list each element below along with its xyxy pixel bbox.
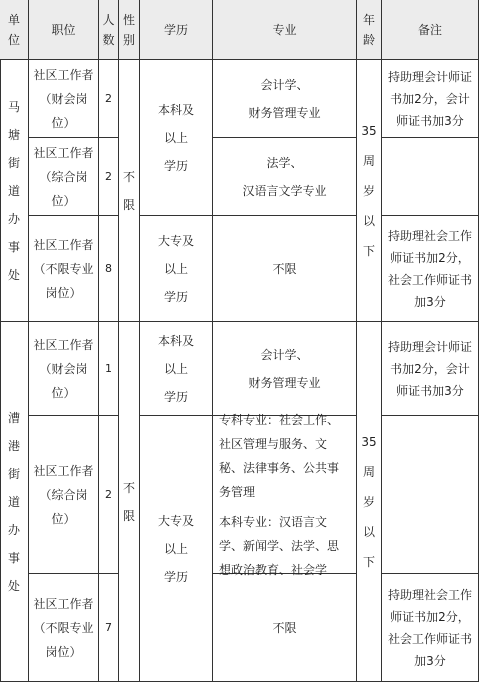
count-cell: 8 (99, 216, 119, 322)
header-gender-text: 性别 (122, 12, 135, 47)
position-cell (29, 416, 99, 574)
unit-cell (0, 60, 29, 322)
notes-line: 持助理社会工作 (387, 228, 472, 243)
unit-char: 马 (7, 99, 20, 114)
header-education: 学历 (140, 0, 213, 60)
notes-line: 师证书加2分， (390, 250, 470, 265)
unit-char: 处 (7, 578, 20, 593)
unit-char: 道 (7, 494, 20, 509)
notes-line: 师证书加3分 (396, 383, 464, 398)
position-line: 社区工作者 (33, 337, 94, 352)
position-line: （财会岗 (39, 91, 88, 106)
position-line: 社区工作者 (33, 237, 94, 252)
unit-char: 街 (7, 155, 20, 170)
position-line: （综合岗 (39, 487, 88, 502)
education-line: 学历 (163, 289, 188, 304)
age-char: 周 (362, 153, 375, 168)
notes-cell (382, 322, 479, 416)
education-line: 以上 (163, 361, 188, 376)
position-line: 社区工作者 (33, 145, 94, 160)
header-major: 专业 (213, 0, 357, 60)
count-cell: 7 (99, 574, 119, 682)
major-cell (213, 322, 357, 416)
age-char: 35 (361, 434, 377, 449)
position-line: 位） (51, 193, 76, 208)
unit-char: 塘 (7, 127, 20, 142)
notes-line: 书加2分，会计 (390, 91, 470, 106)
unit-char: 事 (7, 550, 20, 565)
position-cell (29, 574, 99, 682)
unit-char: 办 (7, 522, 20, 537)
education-line: 以上 (163, 261, 188, 276)
age-char: 岁 (362, 183, 375, 198)
major-cell (213, 412, 357, 577)
notes-line: 持助理会计师证 (387, 69, 472, 84)
notes-cell-empty (382, 416, 479, 574)
education-line: 学历 (163, 569, 188, 584)
gender-cell (119, 60, 140, 322)
notes-cell (382, 574, 479, 682)
age-char: 以 (362, 524, 375, 539)
major-paragraph: 专科专业：社会工作、社区管理与服务、文秘、法律事务、公共事务管理 (219, 412, 340, 499)
age-char: 下 (362, 243, 375, 258)
position-line: （综合岗 (39, 169, 88, 184)
major-line: 汉语言文学专业 (242, 183, 327, 198)
notes-line: 加3分 (414, 653, 446, 668)
education-cell (140, 60, 213, 216)
education-line: 本科及 (157, 333, 194, 348)
age-char: 下 (362, 554, 375, 569)
position-line: 位） (51, 511, 76, 526)
position-cell (29, 138, 99, 216)
position-line: 位） (51, 115, 76, 130)
position-cell (29, 322, 99, 416)
notes-cell (382, 216, 479, 322)
header-count-text: 人数 (102, 12, 115, 47)
position-line: （不限专业 (33, 620, 94, 635)
notes-cell-empty (382, 138, 479, 216)
gender-cell (119, 322, 140, 682)
position-cell (29, 216, 99, 322)
position-line: 社区工作者 (33, 67, 94, 82)
unit-char: 事 (7, 239, 20, 254)
header-position: 职位 (29, 0, 99, 60)
major-line: 会计学、 (260, 347, 309, 362)
education-line: 学历 (163, 389, 188, 404)
position-line: （财会岗 (39, 361, 88, 376)
age-char: 岁 (362, 494, 375, 509)
count-cell: 2 (99, 416, 119, 574)
position-cell (29, 60, 99, 138)
header-count (99, 0, 119, 60)
notes-line: 加3分 (414, 294, 446, 309)
header-gender (119, 0, 140, 60)
major-line: 法学、 (266, 155, 303, 170)
major-cell: 不限 (213, 574, 357, 682)
header-age (357, 0, 382, 60)
education-line: 大专及 (157, 233, 194, 248)
education-line: 本科及 (157, 102, 194, 117)
major-cell (213, 138, 357, 216)
gender-text: 不限 (122, 480, 135, 523)
notes-line: 书加2分，会计 (390, 361, 470, 376)
header-unit-text: 单位 (7, 12, 20, 47)
notes-line: 持助理社会工作 (387, 587, 472, 602)
count-cell: 2 (99, 60, 119, 138)
unit-char: 港 (7, 438, 20, 453)
header-unit (0, 0, 29, 60)
notes-line: 师证书加2分， (390, 609, 470, 624)
unit-char: 处 (7, 267, 20, 282)
major-cell (213, 60, 357, 138)
age-char: 以 (362, 213, 375, 228)
position-line: 位） (51, 385, 76, 400)
unit-char: 办 (7, 211, 20, 226)
position-line: （不限专业 (33, 261, 94, 276)
gender-text: 不限 (122, 169, 135, 212)
header-notes: 备注 (382, 0, 479, 60)
count-cell: 2 (99, 138, 119, 216)
header-age-text: 年龄 (362, 12, 375, 47)
notes-cell (382, 60, 479, 138)
position-line: 社区工作者 (33, 596, 94, 611)
notes-line: 持助理会计师证 (387, 339, 472, 354)
age-char: 周 (362, 464, 375, 479)
education-line: 以上 (163, 130, 188, 145)
notes-line: 社会工作师证书 (387, 272, 472, 287)
education-cell (140, 416, 213, 682)
unit-cell (0, 322, 29, 682)
education-cell (140, 322, 213, 416)
age-cell (357, 60, 382, 322)
position-line: 岗位） (45, 644, 82, 659)
major-paragraph: 本科专业：汉语言文学、新闻学、法学、思想政治教育、社会学 (219, 514, 340, 577)
major-line: 会计学、 (260, 77, 309, 92)
major-cell: 不限 (213, 216, 357, 322)
major-line: 财务管理专业 (248, 375, 321, 390)
age-char: 35 (361, 123, 377, 138)
unit-char: 街 (7, 466, 20, 481)
position-line: 岗位） (45, 285, 82, 300)
unit-char: 漕 (7, 410, 20, 425)
unit-char: 道 (7, 183, 20, 198)
major-line: 财务管理专业 (248, 105, 321, 120)
education-line: 以上 (163, 541, 188, 556)
notes-line: 社会工作师证书 (387, 631, 472, 646)
education-cell (140, 216, 213, 322)
education-line: 学历 (163, 158, 188, 173)
position-line: 社区工作者 (33, 463, 94, 478)
count-cell: 1 (99, 322, 119, 416)
age-cell (357, 322, 382, 682)
notes-line: 师证书加3分 (396, 113, 464, 128)
education-line: 大专及 (157, 513, 194, 528)
